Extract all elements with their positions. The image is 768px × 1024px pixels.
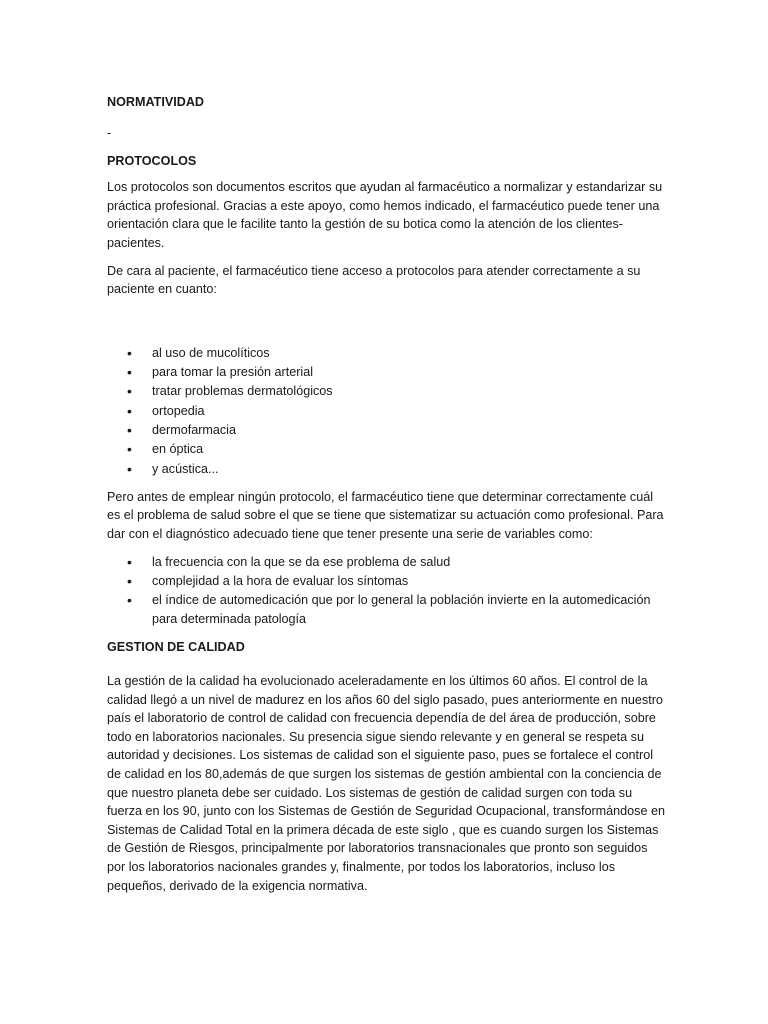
list-variables: [107, 553, 667, 630]
list-item: • y acústica...: [107, 460, 667, 479]
list-protocolo-areas: [107, 344, 667, 479]
paragraph-diagnostico: Pero antes de emplear ningún protocolo, el farmacéutico tiene que determinar correctamente cuál es el problema de salud sobre el que se tiene que sistematizar su actuación como profesional. Para dar con el diagnóstico adecuado tiene que tener presente una serie de variables como:: [107, 489, 664, 542]
list-item: • ortopedia: [107, 402, 667, 421]
paragraph-gestion-calidad: La gestión de la calidad ha evolucionado aceleradamente en los últimos 60 años. El control de la calidad llegó a un nivel de madurez en los años 60 del siglo pasado, pues anteriormente en nuestro país el laboratorio de control de calidad con frecuencia dependía de del área de producción, sobre todo en laboratorios nacionales. Su presencia sigue siendo relevante y en general se respeta su autoridad y decisiones. Los sistemas de calidad son el siguiente paso, pues se fortalece el control de calidad en los 80,además de que surgen los sistemas de gestión ambiental con la conciencia de que nuestro planeta debe ser cuidado. Los sistemas de gestión de calidad surgen con toda su fuerza en los 90, junto con los Sistemas de Gestión de Seguridad Ocupacional, transformándose en Sistemas de Calidad Total en la primera década de este siglo , que es cuando surgen los Sistemas de Gestión de Riesgos, principalmente por laboratorios transnacionales que pronto son seguidos por los laboratorios nacionales grandes y, finalmente, por todos los laboratorios, incluso los pequeños, derivado de la exigencia normativa.: [107, 674, 665, 893]
list-item: • complejidad a la hora de evaluar los síntomas: [107, 572, 667, 591]
list-item: • el índice de automedicación que por lo general la población invierte en la automedicación para determinada patología: [107, 591, 667, 629]
paragraph-protocolos-intro: Los protocolos son documentos escritos que ayudan al farmacéutico a normalizar y estandarizar su práctica profesional. Gracias a este apoyo, como hemos indicado, el farmacéutico puede tener una orientación clara que le facilite tanto la gestión de su botica como la atención de los clientes-pacientes.: [107, 180, 663, 250]
paragraph-paciente: De cara al paciente, el farmacéutico tiene acceso a protocolos para atender correctamente a su paciente en cuanto:: [107, 263, 641, 297]
document-title: NORMATIVIDAD: [107, 95, 205, 109]
document-page: [107, 93, 667, 895]
list-item: • para tomar la presión arterial: [107, 363, 667, 382]
section-heading-gestion-calidad: GESTION DE CALIDAD: [107, 640, 245, 655]
list-item: • dermofarmacia: [107, 421, 667, 440]
list-item: • tratar problemas dermatológicos: [107, 382, 667, 401]
section-heading-protocolos: PROTOCOLOS: [107, 153, 197, 168]
list-item: • la frecuencia con la que se da ese problema de salud: [107, 553, 667, 572]
list-item: • en óptica: [107, 440, 667, 459]
separator-dash: -: [107, 125, 112, 140]
list-item: • al uso de mucolíticos: [107, 344, 667, 363]
